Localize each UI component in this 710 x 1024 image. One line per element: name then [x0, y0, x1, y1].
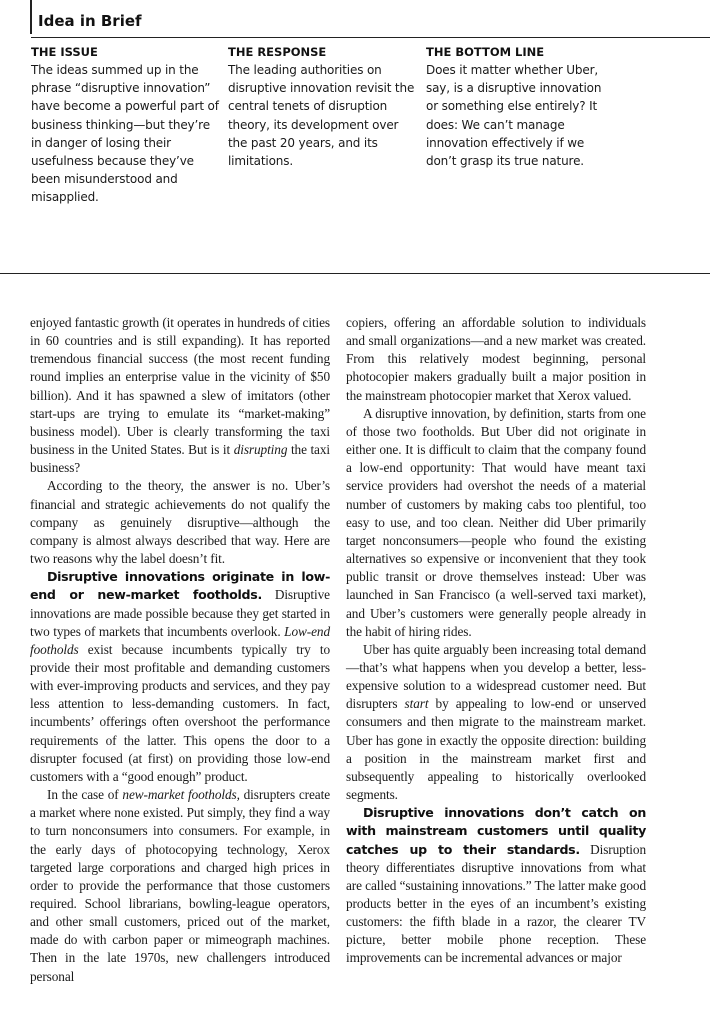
text-run: Disruption theory differentiates disruptive innovations from what are called “sustaining innovations.” The latter make good products better in the eyes of an incumbent’s existing customers: the fifth blade in a razor, the clearer TV picture, better mobile phone reception. These improvements can be incremental advances or major — [346, 841, 647, 966]
run-in-heading: Disruptive innovations originate in low-end or new-market footholds. — [30, 569, 330, 603]
brief-text-response: The leading authorities on disruptive innovation revisit the central tenets of disruption theory, its development over the past 20 years, and its limitations. — [228, 63, 415, 169]
brief-heading-bottom-line: THE BOTTOM LINE — [426, 45, 545, 59]
brief-heading-issue: THE ISSUE — [31, 45, 98, 59]
emphasis: start — [404, 696, 429, 712]
brief-text-bottom-line: Does it matter whether Uber, say, is a disruptive innovation or something else entirely? It does: We can’t manage innovation effectively if we don’t grasp its true nature. — [426, 63, 602, 169]
text-run: the taxi business? — [30, 442, 331, 476]
title-rule — [30, 0, 32, 34]
text-run: enjoyed fantastic growth (it operates in hundreds of cities in 60 countries and is still expanding). It has reported tremendous financial success (the most recent funding round implies an enterprise value in the vicinity of $50 billion). And it has spawned a slew of imitators (other start-ups are trying to emulate its “market-making” business model). Uber is clearly transforming the taxi business in the United States. But is it — [30, 315, 330, 458]
paragraph — [30, 568, 330, 786]
paragraph: copiers, offering an affordable solution to individuals and small organizations—and a new market was created. From this relatively modest beginning, personal photocopier makers gradually built a major position in the mainstream photocopier market that Xerox valued. — [346, 315, 646, 403]
text-run: Uber has quite arguably been increasing total demand—that’s what happens when you develop a better, less-expensive solution to a widespread customer need. But disrupters — [346, 641, 646, 712]
text-run: exist because incumbents typically try to provide their most profitable and demanding customers with ever-improving products and services, and they pay less attention to less-demanding customers. In fact, incumbents’ offerings often overshoot the performance requirements of the latter. This opens the door to a disrupter focused (at first) on providing those low-end customers with a “good enough” product. — [30, 641, 330, 784]
paragraph — [30, 786, 330, 986]
paragraph — [346, 641, 646, 804]
brief-title: Idea in Brief — [38, 12, 142, 30]
emphasis: new-market footholds, — [122, 787, 240, 803]
text-run: Disruptive innovations are made possible because they get started in two types of markets that incumbents overlook. — [30, 587, 330, 639]
article-column-left — [30, 314, 330, 986]
text-run: In the case of — [47, 787, 123, 803]
text-run: by appealing to low-end or unserved consumers and then migrate to the mainstream market. Uber has gone in exactly the opposite direction: building a position in the mainstream market first and subsequently appealing to historically overlooked segments. — [346, 696, 646, 803]
brief-text-issue: The ideas summed up in the phrase “disruptive innovation” have become a powerful part of business thinking—but they’re in danger of losing their usefulness because they’ve been misunderstood and misapplied. — [31, 63, 219, 205]
run-in-heading: Disruptive innovations don’t catch on with mainstream customers until quality catches up to their standards. — [346, 805, 646, 857]
brief-heading-response: THE RESPONSE — [228, 45, 327, 59]
emphasis: disrupting — [233, 442, 288, 458]
paragraph — [30, 314, 330, 477]
idea-in-brief — [0, 0, 710, 274]
article-column-right — [346, 314, 646, 968]
brief-column-issue — [31, 43, 219, 207]
emphasis: Low-end footholds — [30, 623, 330, 657]
text-run: disrupters create a market where none existed. Put simply, they find a way to turn nonconsumers into consumers. For example, in the early days of photocopying technology, Xerox targeted large corporations and charged high prices in order to provide the performance that those customers required. School librarians, bowling-league operators, and other small customers, priced out of the market, made do with carbon paper or mimeograph machines. Then in the late 1970s, new challengers introduced personal — [30, 787, 330, 984]
brief-column-response — [228, 43, 416, 170]
title-underline — [31, 37, 710, 38]
paragraph: According to the theory, the answer is no. Uber’s financial and strategic achievements do not qualify the company as genuinely disruptive—although the company is almost always described that way. Here are two reasons why the label doesn’t fit. — [30, 478, 330, 567]
brief-column-bottom-line — [426, 43, 614, 170]
paragraph: A disruptive innovation, by definition, starts from one of those two footholds. But Uber did not originate in either one. It is difficult to claim that the company found a low-end opportunity: That would have meant taxi service providers had overshot the needs of a material number of customers by making cabs too plentiful, too easy to use, and too clean. Neither did Uber primarily target nonconsumers—people who found the existing alternatives so expensive or inconvenient that they took public transit or drove themselves instead: Uber was launched in San Francisco (a well-served taxi market), and Uber’s customers were generally people already in the habit of hiring rides. — [346, 405, 646, 639]
paragraph — [346, 804, 646, 967]
